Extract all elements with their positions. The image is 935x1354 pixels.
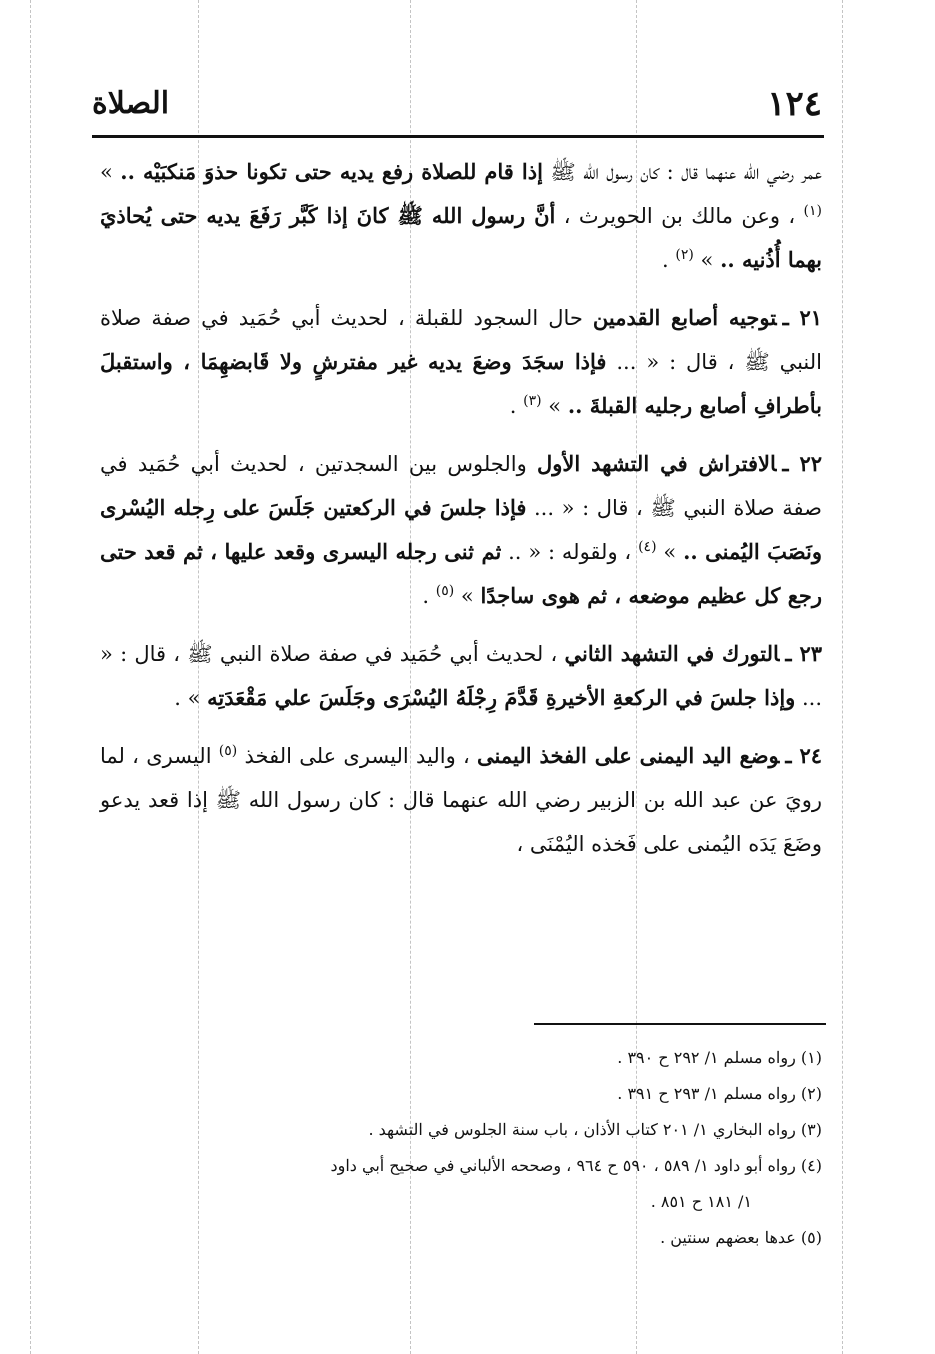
- footnote-4: (٤) رواه أبو داود ١/ ٥٨٩ ، ٥٩٠ ح ٩٦٤ ، وصححه الألباني في صحيح أبي داود: [330, 1156, 822, 1175]
- text-run: ، لحديث أبي حُمَيد في صفة صلاة النبي ﷺ ، قال : « ...: [100, 642, 822, 710]
- text-run: .: [662, 248, 676, 272]
- item-heading: الافتراش في التشهد الأول: [537, 451, 777, 476]
- hadith-text: إذا قام للصلاة رفع يديه حتى تكونا حذوَ مَنكبَيْه ..: [120, 159, 543, 184]
- footnote-3: (٣) رواه البخاري ١/ ٢٠١ كتاب الأذان ، باب سنة الجلوس في التشهد .: [368, 1120, 822, 1139]
- hadith-text: أنَّ رسول الله ﷺ كانَ إذا كَبَّر رَفَعَ يديه حتى يُحاذيَ بهما أُذُنيه ..: [100, 203, 822, 272]
- hadith-text: ثم ثنى رجله اليسرى وقعد عليها ، ثم قعد حتى رجع كل عظيم موضعه ، ثم هوى ساجدًا: [100, 539, 822, 608]
- footnote-ref: (٣): [523, 393, 542, 409]
- text-run: .: [509, 394, 524, 418]
- text-run: ، واليد اليسرى على الفخذ: [237, 744, 478, 768]
- main-text: [100, 150, 822, 880]
- footnote-4-continuation: ١/ ١٨١ ح ٨٥١ .: [650, 1192, 752, 1211]
- footnote-5: (٥) عدها بعضهم سنتين .: [660, 1228, 822, 1247]
- text-run: »: [454, 584, 481, 608]
- scan-guide-line: [30, 0, 31, 1354]
- text-run: »: [693, 248, 721, 272]
- footnote-ref: (٥): [435, 583, 455, 599]
- footnote-2: (٢) رواه مسلم ١/ ٢٩٣ ح ٣٩١ .: [617, 1084, 822, 1103]
- item-number: ٢٢ ـ: [782, 451, 823, 476]
- text-run: والجلوس بين السجدتين ، لحديث أبي حُمَيد في صفة صلاة النبي ﷺ ، قال : « ...: [100, 452, 823, 520]
- hadith-text: فإذا سجَدَ وضعَ يديه غير مفترشٍ ولا قَابضهِمَا ، واستقبلَ بأطرافِ أصابع رجليه القبلةَ ..: [100, 349, 822, 418]
- hadith-text: فإذا جلسَ في الركعتين جَلَسَ على رِجله اليُسْرى ونَصَبَ اليُمنى ..: [100, 495, 823, 564]
- header-rule: [92, 135, 824, 138]
- intro-paragraph: [100, 150, 822, 282]
- item-number: ٢١ ـ: [782, 305, 823, 330]
- text-run: »: [656, 540, 684, 564]
- text-run: »: [100, 160, 121, 184]
- text-run: ، ولقوله : « ..: [501, 540, 639, 564]
- item-heading: وضع اليد اليمنى على الفخذ اليمنى: [477, 743, 780, 768]
- text-run: عمر رضي الله عنهما قال : كان رسول الله ﷺ: [542, 160, 822, 184]
- item-number: ٢٣ ـ: [785, 641, 822, 666]
- page-header: [92, 78, 822, 138]
- page-number: ١٢٤: [767, 84, 822, 124]
- footnote-1: (١) رواه مسلم ١/ ٢٩٢ ح ٣٩٠ .: [617, 1048, 822, 1067]
- text-run: .: [422, 584, 436, 608]
- text-run: ، وعن مالك بن الحويرث ،: [555, 204, 804, 228]
- item-21: [100, 296, 822, 428]
- item-number: ٢٤ ـ: [785, 743, 823, 768]
- running-title: الصلاة: [92, 86, 170, 121]
- item-heading: التورك في التشهد الثاني: [564, 641, 780, 666]
- item-22: [100, 442, 822, 618]
- footnote-ref: (٤): [638, 539, 657, 555]
- text-run: » .: [174, 686, 208, 710]
- hadith-text: وإذا جلسَ في الركعةِ الأخيرةِ قَدَّمَ رِجْلَهُ اليُسْرَى وجَلَسَ علي مَقْعَدَتِه: [207, 685, 796, 710]
- scan-guide-line: [842, 0, 843, 1354]
- text-run: اليسرى ، لما رويَ عن عبد الله بن الزبير رضي الله عنهما قال : كان رسول الله ﷺ إذا قعد يدعو وضَعَ يَدَه اليُمنى على فَخذه اليُمْنَى ،: [100, 744, 822, 856]
- text-run: حال السجود للقبلة ، لحديث أبي حُمَيد في صفة صلاة النبي ﷺ ، قال : « ...: [100, 306, 822, 374]
- footnote-ref: (١): [803, 203, 822, 219]
- item-heading: توجيه أصابع القدمين: [592, 305, 777, 330]
- item-23: [100, 632, 822, 720]
- footnotes: [100, 1040, 822, 1256]
- footnote-ref: (٢): [675, 247, 694, 263]
- text-run: »: [541, 394, 568, 418]
- footnote-ref: (٥): [218, 743, 238, 759]
- footnote-separator: [534, 1023, 826, 1025]
- item-24: [100, 734, 822, 866]
